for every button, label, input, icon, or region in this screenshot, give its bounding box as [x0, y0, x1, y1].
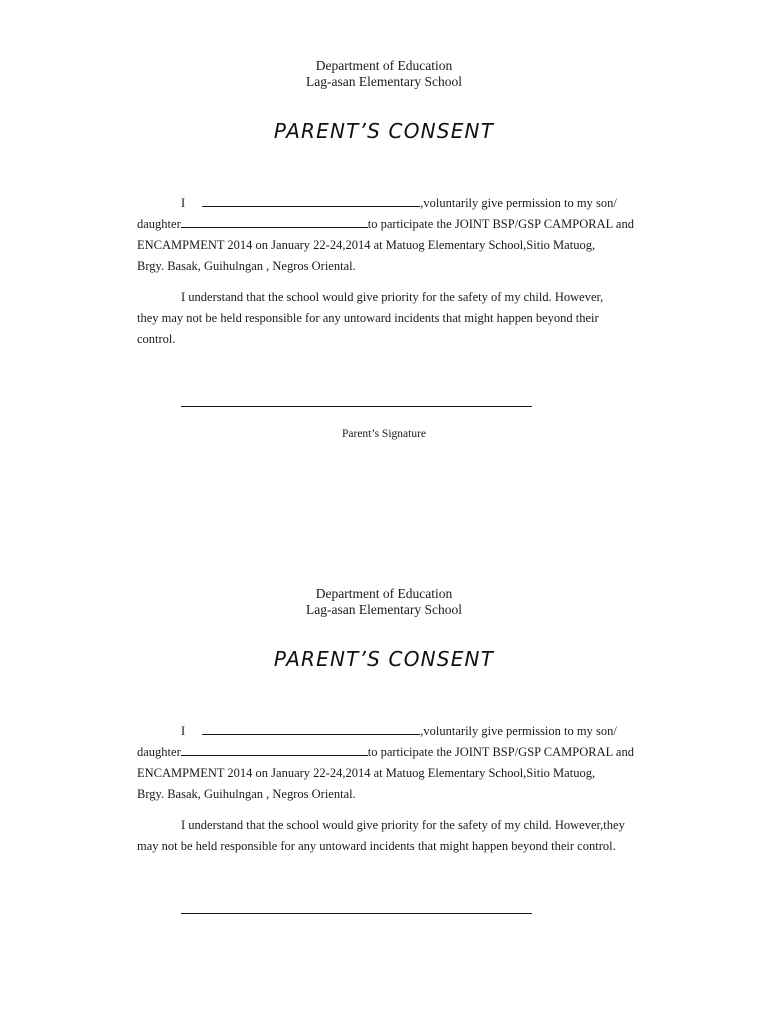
department-name: Department of Education [315, 586, 453, 601]
school-name: Lag-asan Elementary School [306, 602, 462, 617]
signature-caption: Parent’s Signature [342, 428, 426, 440]
paragraph-line: may not be held responsible for any untoward incidents that might happen beyond their control. [137, 839, 616, 853]
form-title: PARENT’S CONSENT [273, 119, 495, 143]
parent-name-blank [202, 194, 420, 207]
child-name-blank [181, 215, 368, 228]
form-header [0, 58, 768, 90]
paragraph-line: I understand that the school would give priority for the safety of my child. However,they [181, 818, 625, 832]
paragraph-line [137, 721, 678, 742]
paragraph-line: they may not be held responsible for any untoward incidents that might happen beyond their [137, 311, 599, 325]
parent-name-blank [202, 722, 420, 735]
paragraph-line: ENCAMPMENT 2014 on January 22-24,2014 at Matuog Elementary School,Sitio Matuog, [137, 766, 596, 780]
form-header [0, 586, 768, 618]
paragraph-line: I understand that the school would give priority for the safety of my child. However, [181, 290, 604, 304]
pronoun-text: I [181, 724, 186, 738]
daughter-label: daughter [137, 745, 181, 759]
child-name-blank [181, 743, 368, 756]
paragraph-line [137, 742, 678, 763]
paragraph-line [137, 214, 678, 235]
permission-paragraph [137, 721, 678, 805]
responsibility-paragraph [137, 815, 678, 857]
form-title: PARENT’S CONSENT [273, 647, 495, 671]
permission-text: ,voluntarily give permission to my son/ [420, 196, 617, 210]
permission-paragraph [137, 193, 678, 277]
paragraph-line [137, 193, 678, 214]
signature-line [181, 406, 532, 407]
signature-line [181, 913, 532, 914]
responsibility-paragraph [137, 287, 678, 350]
daughter-label: daughter [137, 217, 181, 231]
paragraph-line: Brgy. Basak, Guihulngan , Negros Oriental. [137, 787, 356, 801]
department-name: Department of Education [315, 58, 453, 73]
paragraph-line: Brgy. Basak, Guihulngan , Negros Oriental. [137, 259, 356, 273]
participate-text: to participate the JOINT BSP/GSP CAMPORAL and [367, 745, 634, 759]
pronoun-text: I [181, 196, 186, 210]
school-name: Lag-asan Elementary School [306, 74, 462, 89]
paragraph-line: ENCAMPMENT 2014 on January 22-24,2014 at Matuog Elementary School,Sitio Matuog, [137, 238, 596, 252]
permission-text: ,voluntarily give permission to my son/ [420, 724, 617, 738]
paragraph-line: control. [137, 332, 176, 346]
participate-text: to participate the JOINT BSP/GSP CAMPORAL and [367, 217, 634, 231]
